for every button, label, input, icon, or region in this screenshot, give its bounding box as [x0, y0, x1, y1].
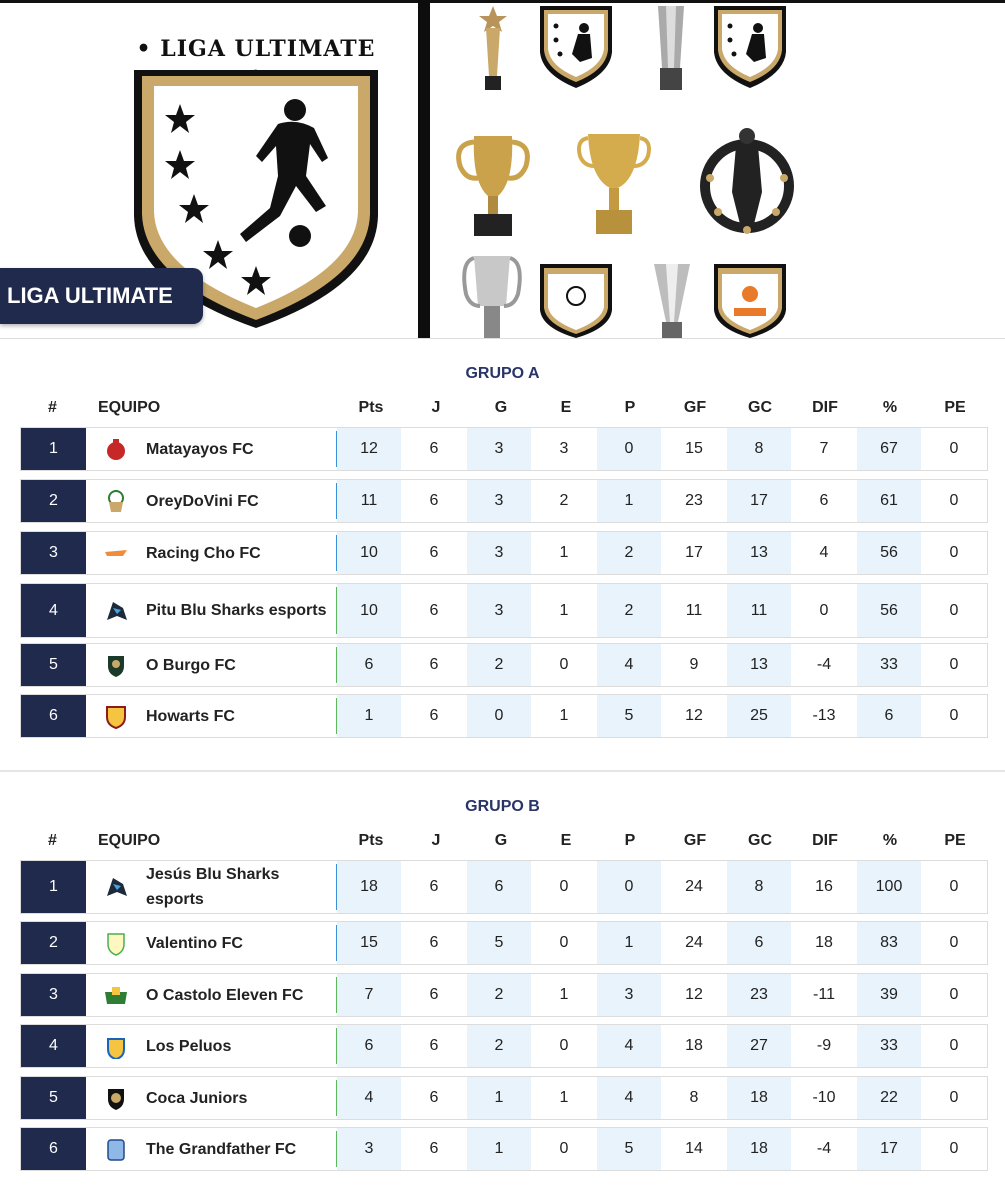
- ballon-trophy-icon: [698, 122, 796, 240]
- col-e[interactable]: E: [560, 399, 572, 416]
- league-logo-panel: [0, 0, 418, 338]
- cell-e: 0: [559, 1140, 569, 1157]
- champions-league-shield-icon: [536, 262, 616, 338]
- black-gold-crest-icon: [103, 1085, 129, 1111]
- cell-dif: 7: [819, 440, 829, 457]
- rank-cell: 5: [21, 1077, 86, 1119]
- red-ball-crest-icon: [103, 436, 129, 462]
- table-row[interactable]: [20, 1127, 988, 1171]
- col-pct[interactable]: %: [882, 832, 898, 849]
- gold-star-trophy-icon: [478, 6, 508, 92]
- team-name[interactable]: O Burgo FC: [146, 656, 236, 674]
- cell-g: 2: [467, 1025, 531, 1067]
- rank-cell: 6: [21, 1128, 86, 1170]
- cell-pe: 0: [949, 986, 959, 1003]
- cell-j: 6: [429, 1089, 439, 1106]
- cell-gc: 18: [727, 1128, 791, 1170]
- cell-p: 3: [597, 974, 661, 1016]
- cell-j: 6: [429, 1140, 439, 1157]
- table-row[interactable]: [20, 531, 988, 575]
- cell-dif: 6: [819, 492, 829, 509]
- col-g[interactable]: G: [494, 399, 508, 416]
- cell-pts: 10: [337, 584, 401, 637]
- cell-pts: 7: [337, 974, 401, 1016]
- cell-gc: 13: [727, 644, 791, 686]
- cell-pts: 6: [337, 1025, 401, 1067]
- cell-gf: 12: [685, 986, 703, 1003]
- group-title: GRUPO A: [465, 365, 540, 382]
- cell-g: 3: [467, 428, 531, 470]
- cell-e: 3: [559, 440, 569, 457]
- cell-pe: 0: [949, 544, 959, 561]
- group-a-standings: [0, 338, 1005, 771]
- cell-j: 6: [429, 986, 439, 1003]
- col-gc[interactable]: GC: [748, 832, 772, 849]
- cell-pe: 0: [949, 934, 959, 951]
- rank-cell: 1: [21, 428, 86, 470]
- cell-p: 2: [597, 532, 661, 574]
- col-pts[interactable]: Pts: [358, 832, 384, 849]
- cell-gf: 14: [685, 1140, 703, 1157]
- rank-cell: 4: [21, 584, 86, 637]
- cell-pct: 17: [857, 1128, 921, 1170]
- team-name[interactable]: Racing Cho FC: [146, 544, 261, 562]
- table-row[interactable]: [20, 694, 988, 738]
- col-pts[interactable]: Pts: [358, 399, 384, 416]
- cell-pe: 0: [949, 1089, 959, 1106]
- las-palmas-crest-icon: [103, 1033, 129, 1059]
- league-banner: [0, 0, 1005, 338]
- rank-cell: 4: [21, 1025, 86, 1067]
- team-name[interactable]: OreyDoVini FC: [146, 492, 259, 510]
- cell-j: 6: [429, 707, 439, 724]
- trophy-gallery: [430, 0, 1005, 338]
- col-gf[interactable]: GF: [683, 399, 707, 416]
- cell-g: 6: [467, 861, 531, 913]
- cell-p: 0: [597, 428, 661, 470]
- cell-pct: 33: [857, 644, 921, 686]
- cell-e: 1: [559, 1089, 569, 1106]
- cell-e: 0: [559, 1037, 569, 1054]
- cell-pe: 0: [949, 656, 959, 673]
- cell-gc: 6: [727, 922, 791, 964]
- cell-j: 6: [429, 440, 439, 457]
- cell-dif: 4: [819, 544, 829, 561]
- cell-dif: -4: [816, 656, 832, 673]
- shark-crest-icon: [103, 874, 129, 900]
- cell-e: 0: [559, 934, 569, 951]
- cell-pe: 0: [949, 492, 959, 509]
- team-name[interactable]: Pitu Blu Sharks esports: [146, 602, 327, 619]
- cell-p: 5: [597, 695, 661, 737]
- table-row[interactable]: [20, 1076, 988, 1120]
- cell-e: 1: [559, 707, 569, 724]
- col-gc[interactable]: GC: [748, 399, 772, 416]
- cell-gf: 12: [685, 707, 703, 724]
- cell-dif: -13: [812, 707, 836, 724]
- col-gf[interactable]: GF: [683, 832, 707, 849]
- cell-pct: 22: [857, 1077, 921, 1119]
- col-pe[interactable]: PE: [944, 832, 966, 849]
- col-team[interactable]: EQUIPO: [98, 832, 161, 849]
- cell-dif: 18: [815, 934, 833, 951]
- banner-divider: [418, 0, 430, 338]
- cell-e: 1: [559, 986, 569, 1003]
- cell-j: 6: [429, 601, 439, 619]
- team-name[interactable]: Jesús Blu Sharks esports: [146, 866, 280, 908]
- group-title: GRUPO B: [465, 798, 540, 815]
- col-pe[interactable]: PE: [944, 399, 966, 416]
- cell-j: 6: [429, 544, 439, 561]
- cell-j: 6: [429, 656, 439, 673]
- cell-pct: 33: [857, 1025, 921, 1067]
- cell-pe: 0: [949, 878, 959, 895]
- silver-trophy-icon: [654, 6, 688, 92]
- cell-dif: -4: [816, 1140, 832, 1157]
- gold-handled-trophy-icon: [452, 132, 534, 240]
- team-name[interactable]: Matayayos FC: [146, 440, 254, 458]
- cell-pct: 61: [857, 480, 921, 522]
- cell-gf: 17: [685, 544, 703, 561]
- rank-cell: 2: [21, 480, 86, 522]
- cell-pct: 67: [857, 428, 921, 470]
- rank-cell: 1: [21, 861, 86, 913]
- cell-j: 6: [429, 878, 439, 895]
- cell-gc: 18: [727, 1077, 791, 1119]
- europa-league-shield-icon: [710, 262, 790, 338]
- cell-pe: 0: [949, 1037, 959, 1054]
- col-team[interactable]: EQUIPO: [98, 399, 161, 416]
- team-name[interactable]: Coca Juniors: [146, 1089, 248, 1107]
- cell-pts: 10: [337, 532, 401, 574]
- green-shield-crest-icon: [103, 488, 129, 514]
- team-name[interactable]: Howarts FC: [146, 707, 235, 725]
- cell-p: 5: [597, 1128, 661, 1170]
- cell-p: 1: [597, 922, 661, 964]
- cell-pe: 0: [949, 440, 959, 457]
- cell-e: 1: [559, 601, 569, 619]
- cell-pct: 83: [857, 922, 921, 964]
- rank-cell: 6: [21, 695, 86, 737]
- table-header: [20, 832, 990, 852]
- cell-j: 6: [429, 492, 439, 509]
- cell-pts: 1: [337, 695, 401, 737]
- cell-p: 4: [597, 1077, 661, 1119]
- hogwarts-crest-icon: [103, 703, 129, 729]
- cell-pts: 12: [337, 428, 401, 470]
- col-p[interactable]: P: [624, 832, 636, 849]
- cell-gf: 24: [685, 934, 703, 951]
- shark-crest-icon: [103, 598, 129, 624]
- cell-gf: 11: [685, 601, 703, 619]
- col-dif[interactable]: DIF: [812, 399, 838, 416]
- cell-gc: 25: [727, 695, 791, 737]
- table-row[interactable]: [20, 643, 988, 687]
- cell-g: 2: [467, 974, 531, 1016]
- cell-gc: 8: [727, 428, 791, 470]
- cell-e: 0: [559, 878, 569, 895]
- logo-title: • LIGA ULTIMATE: [136, 36, 376, 62]
- col-pct[interactable]: %: [882, 399, 898, 416]
- cell-pct: 56: [857, 532, 921, 574]
- cell-g: 3: [467, 532, 531, 574]
- col-j[interactable]: J: [431, 399, 441, 416]
- cell-p: 2: [597, 584, 661, 637]
- table-row[interactable]: [20, 973, 988, 1017]
- cell-dif: 0: [819, 601, 829, 619]
- champions-trophy-icon: [460, 254, 524, 338]
- cell-g: 5: [467, 922, 531, 964]
- cell-j: 6: [429, 1037, 439, 1054]
- cell-dif: -11: [813, 986, 835, 1003]
- table-row[interactable]: [20, 427, 988, 471]
- cell-pts: 15: [337, 922, 401, 964]
- team-name[interactable]: O Castolo Eleven FC: [146, 986, 304, 1004]
- cell-pe: 0: [949, 1140, 959, 1157]
- cell-g: 3: [467, 584, 531, 637]
- cell-gf: 8: [689, 1089, 699, 1106]
- cell-pe: 0: [949, 601, 959, 619]
- table-row[interactable]: [20, 583, 988, 638]
- cell-p: 4: [597, 644, 661, 686]
- cell-g: 2: [467, 644, 531, 686]
- rank-cell: 2: [21, 922, 86, 964]
- cell-pts: 11: [337, 480, 401, 522]
- cell-dif: -10: [812, 1089, 836, 1106]
- col-e[interactable]: E: [560, 832, 572, 849]
- team-name[interactable]: Los Peluos: [146, 1037, 232, 1055]
- team-name[interactable]: The Grandfather FC: [146, 1140, 297, 1158]
- orange-wing-crest-icon: [103, 540, 129, 566]
- green-castle-crest-icon: [103, 982, 129, 1008]
- cell-e: 2: [559, 492, 569, 509]
- cell-pct: 39: [857, 974, 921, 1016]
- blue-ornate-crest-icon: [103, 1136, 129, 1162]
- dark-shield-crest-icon: [103, 652, 129, 678]
- team-name[interactable]: Valentino FC: [146, 934, 243, 952]
- cell-pct: 100: [857, 861, 921, 913]
- col-rank[interactable]: #: [48, 832, 57, 849]
- cell-p: 1: [597, 480, 661, 522]
- col-g[interactable]: G: [494, 832, 508, 849]
- cell-dif: -9: [816, 1037, 832, 1054]
- col-dif[interactable]: DIF: [812, 832, 838, 849]
- cell-gc: 8: [727, 861, 791, 913]
- rank-cell: 3: [21, 532, 86, 574]
- cell-pts: 6: [337, 644, 401, 686]
- cell-g: 3: [467, 480, 531, 522]
- league-name-badge: LIGA ULTIMATE: [0, 268, 203, 324]
- mini-league-shield-icon-2: [710, 4, 790, 90]
- cell-pts: 3: [337, 1128, 401, 1170]
- group-b-standings: [0, 770, 1005, 1202]
- table-row[interactable]: [20, 1024, 988, 1068]
- cell-gf: 15: [685, 440, 703, 457]
- cell-p: 4: [597, 1025, 661, 1067]
- col-rank[interactable]: #: [48, 399, 57, 416]
- cell-gc: 17: [727, 480, 791, 522]
- table-row[interactable]: [20, 479, 988, 523]
- cell-gf: 24: [685, 878, 703, 895]
- rank-cell: 3: [21, 974, 86, 1016]
- cell-g: 1: [467, 1128, 531, 1170]
- cell-dif: 16: [815, 878, 833, 895]
- table-row[interactable]: [20, 921, 988, 965]
- cell-pct: 6: [857, 695, 921, 737]
- cell-gf: 9: [689, 656, 699, 673]
- rank-cell: 5: [21, 644, 86, 686]
- cell-gc: 27: [727, 1025, 791, 1067]
- table-header: [20, 399, 990, 419]
- cell-gf: 23: [685, 492, 703, 509]
- cell-gc: 11: [727, 584, 791, 637]
- cell-pts: 4: [337, 1077, 401, 1119]
- cell-gc: 13: [727, 532, 791, 574]
- col-p[interactable]: P: [624, 399, 636, 416]
- cell-pts: 18: [337, 861, 401, 913]
- yellow-shield-crest-icon: [103, 930, 129, 956]
- cell-e: 1: [559, 544, 569, 561]
- table-row[interactable]: [20, 860, 988, 914]
- cell-pct: 56: [857, 584, 921, 637]
- cell-pe: 0: [949, 707, 959, 724]
- col-j[interactable]: J: [431, 832, 441, 849]
- mini-league-shield-icon: [536, 4, 616, 90]
- gold-cup-icon: [576, 130, 652, 238]
- cell-gf: 18: [685, 1037, 703, 1054]
- cell-e: 0: [559, 656, 569, 673]
- cell-j: 6: [429, 934, 439, 951]
- cell-gc: 23: [727, 974, 791, 1016]
- cell-g: 1: [467, 1077, 531, 1119]
- cell-p: 0: [597, 861, 661, 913]
- cell-g: 0: [467, 695, 531, 737]
- europa-trophy-icon: [652, 262, 692, 338]
